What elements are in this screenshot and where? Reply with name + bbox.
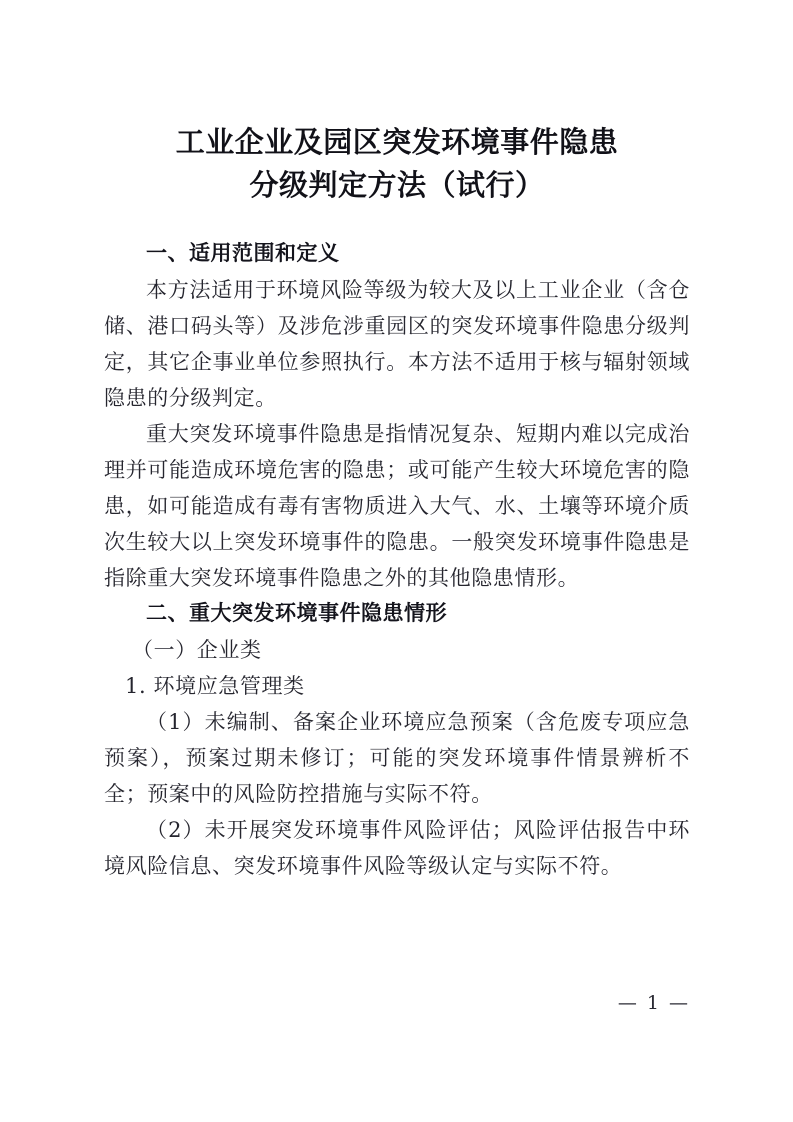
page-content <box>104 0 690 884</box>
section-2-item-2: （2）未开展突发环境事件风险评估；风险评估报告中环境风险信息、突发环境事件风险等级认定与实际不符。 <box>104 818 690 878</box>
document-title <box>104 0 690 208</box>
section-2-subheading-1: （一）企业类 <box>132 638 262 662</box>
page-number: — 1 — <box>617 992 690 1014</box>
document-title-line-1: 工业企业及园区突发环境事件隐患 <box>175 127 619 159</box>
section-1-paragraph-1: 本方法适用于环境风险等级为较大及以上工业企业（含仓储、港口码头等）及涉危涉重园区的突发环境事件隐患分级判定，其它企事业单位参照执行。本方法不适用于核与辐射领域隐患的分级判定。 <box>104 278 690 410</box>
document-body <box>104 208 690 884</box>
section-2-subheading-2: 1. 环境应急管理类 <box>125 674 305 698</box>
section-heading-1: 一、适用范围和定义 <box>146 242 340 265</box>
document-title-line-2: 分级判定方法（试行） <box>249 170 545 202</box>
section-1-paragraph-2: 重大突发环境事件隐患是指情况复杂、短期内难以完成治理并可能造成环境危害的隐患；或可能产生较大环境危害的隐患，如可能造成有毒有害物质进入大气、水、土壤等环境介质次生较大以上突发环境事件的隐患。一般突发环境事件隐患是指除重大突发环境事件隐患之外的其他隐患情形。 <box>104 422 690 590</box>
section-2-item-1: （1）未编制、备案企业环境应急预案（含危废专项应急预案），预案过期未修订；可能的突发环境事件情景辨析不全；预案中的风险防控措施与实际不符。 <box>104 710 690 806</box>
section-heading-2: 二、重大突发环境事件隐患情形 <box>146 602 447 625</box>
